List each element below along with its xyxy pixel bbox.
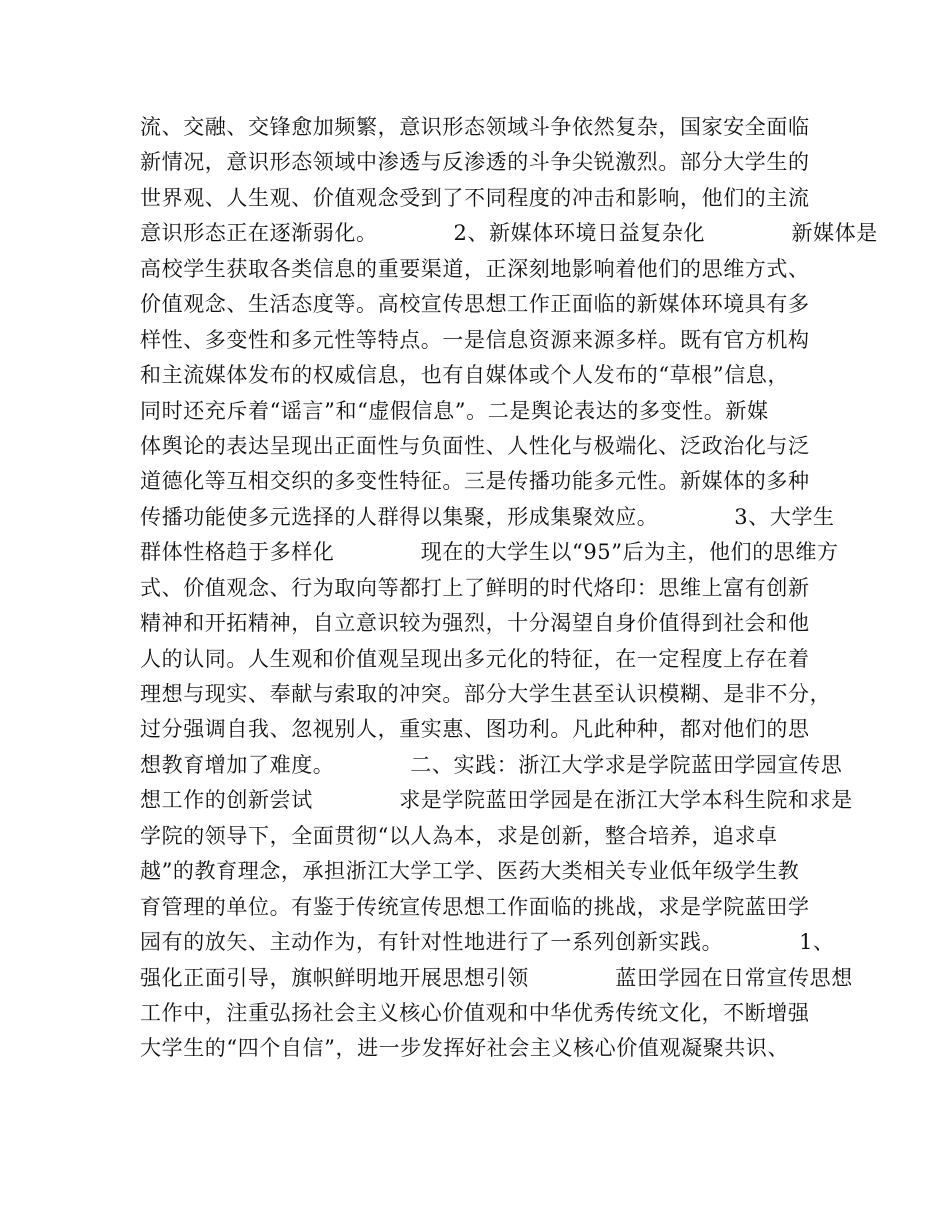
text-line: 样性、多变性和多元性等特点。一是信息资源来源多样。既有官方机构 bbox=[140, 327, 810, 352]
text-line: 大学生的“四个自信”，进一步发挥好社会主义核心价值观凝聚共识、 bbox=[140, 1036, 790, 1061]
body-text bbox=[140, 110, 878, 1067]
text-line: 理想与现实、奉献与索取的冲突。部分大学生甚至认识模糊、是非不分， bbox=[140, 682, 832, 706]
text-line: 育管理的单位。有鉴于传统宣传思想工作面临的挑战，求是学院蓝田学 bbox=[140, 894, 810, 919]
text-line: 园有的放矢、主动作为，有针对性地进行了一系列创新实践。 1、 bbox=[140, 930, 835, 955]
text-line: 体舆论的表达呈现出正面性与负面性、人性化与极端化、泛政治化与泛 bbox=[140, 433, 810, 458]
text-line: 学院的领导下，全面贯彻“以人為本，求是创新，整合培养，追求卓 bbox=[140, 823, 778, 848]
text-line: 想教育增加了难度。 二、实践：浙江大学求是学院蓝田学园宣传思 bbox=[140, 752, 843, 777]
text-line: 同时还充斥着“谣言”和“虚假信息”。二是舆论表达的多变性。新媒 bbox=[140, 398, 769, 423]
text-line: 道德化等互相交织的多变性特征。三是传播功能多元性。新媒体的多种 bbox=[140, 469, 810, 494]
text-line: 人的认同。人生观和价值观呈现出多元化的特征，在一定程度上存在着 bbox=[140, 646, 810, 671]
text-line: 世界观、人生观、价值观念受到了不同程度的冲击和影响，他们的主流 bbox=[140, 185, 810, 210]
text-line: 流、交融、交锋愈加频繁，意识形态领域斗争依然复杂，国家安全面临 bbox=[140, 115, 810, 139]
text-line: 想工作的创新尝试 求是学院蓝田学园是在浙江大学本科生院和求是 bbox=[140, 788, 853, 813]
text-line: 式、价值观念、行为取向等都打上了鲜明的时代烙印：思维上富有创新 bbox=[140, 575, 810, 600]
text-line: 群体性格趋于多样化 现在的大学生以“95”后为主，他们的思维方 bbox=[140, 540, 839, 565]
text-line: 过分强调自我、忽视别人，重实惠、图功利。凡此种种，都对他们的思 bbox=[140, 717, 810, 742]
text-line: 意识形态正在逐渐弱化。 2、新媒体环境日益复杂化 新媒体是 bbox=[140, 221, 878, 246]
text-line: 工作中，注重弘扬社会主义核心价值观和中华优秀传统文化，不断增强 bbox=[140, 1000, 810, 1025]
text-line: 和主流媒体发布的权威信息，也有自媒体或个人发布的“草根”信息， bbox=[140, 363, 790, 388]
text-line: 越”的教育理念，承担浙江大学工学、医药大类相关专业低年级学生教 bbox=[140, 859, 800, 884]
text-line: 强化正面引导，旗帜鲜明地开展思想引领 蓝田学园在日常宣传思想 bbox=[140, 965, 853, 990]
text-line: 传播功能使多元选择的人群得以集聚，形成集聚效应。 3、大学生 bbox=[140, 504, 835, 529]
text-line: 高校学生获取各类信息的重要渠道，正深刻地影响着他们的思维方式、 bbox=[140, 256, 810, 281]
text-line: 价值观念、生活态度等。高校宣传思想工作正面临的新媒体环境具有多 bbox=[140, 292, 810, 317]
text-line: 精神和开拓精神，自立意识较为强烈，十分渴望自身价值得到社会和他 bbox=[140, 611, 810, 636]
text-line: 新情况，意识形态领域中渗透与反渗透的斗争尖锐激烈。部分大学生的 bbox=[140, 150, 810, 175]
